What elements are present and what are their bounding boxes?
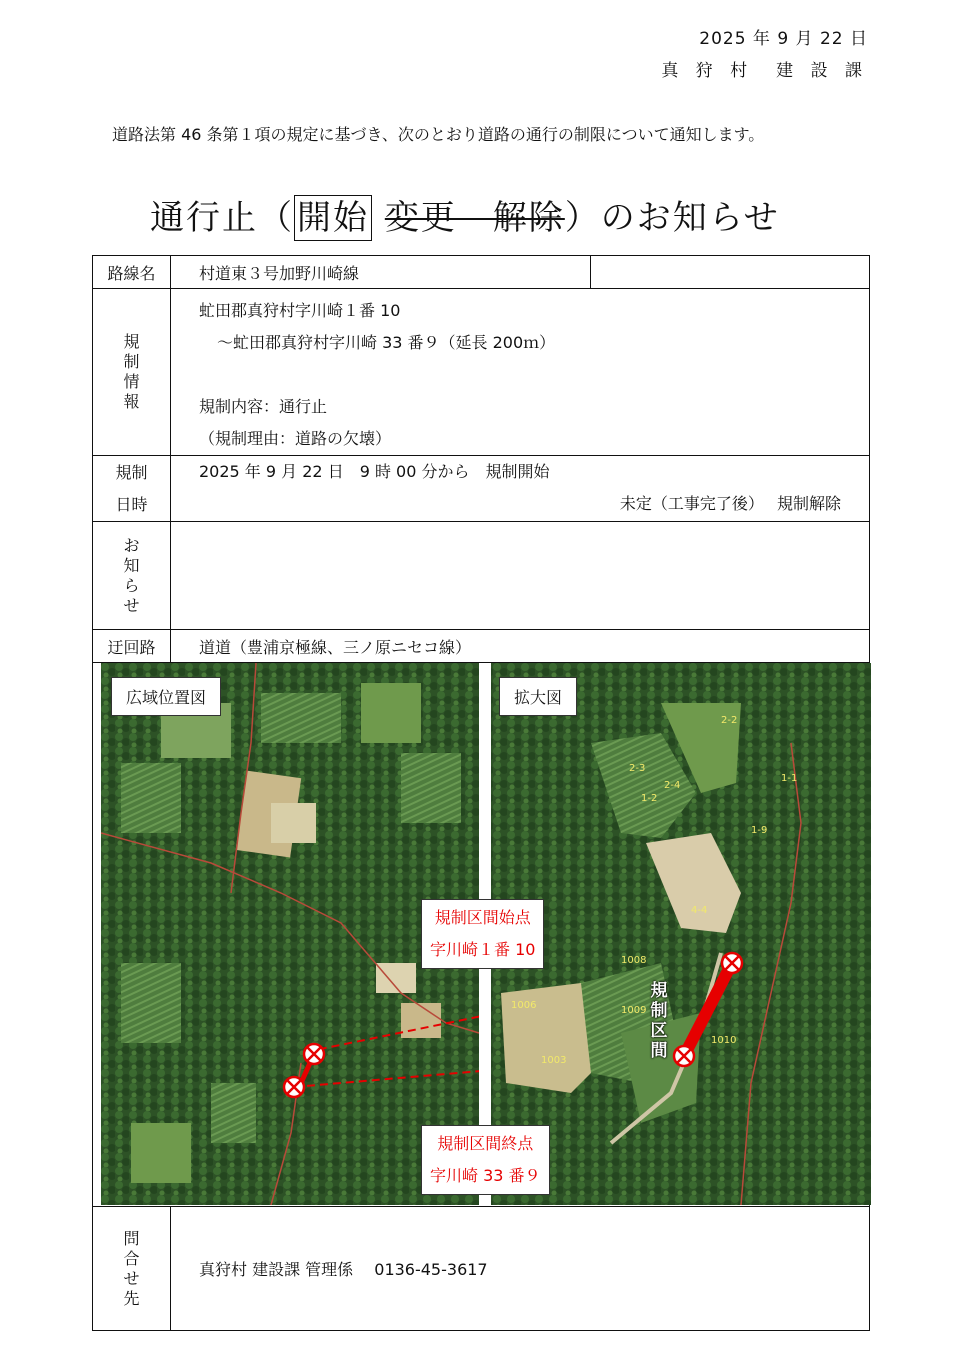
parcel-label: 1-9: [751, 825, 768, 836]
parcel-label: 1008: [621, 955, 647, 966]
title-selected-option: 開始: [294, 195, 372, 241]
route-value: 村道東３号加野川崎線: [171, 256, 591, 289]
notice-label-char: ら: [123, 575, 140, 595]
section-label-char: 規: [650, 981, 668, 1001]
info-table: [92, 255, 870, 1331]
parcel-label: 1010: [711, 1035, 737, 1046]
parcel-label: 2-4: [664, 780, 681, 791]
parcel-label: 1-1: [781, 773, 798, 784]
detour-label: 迂回路: [93, 630, 171, 663]
contact-label-char: せ: [123, 1268, 140, 1288]
end-point-address: 字川崎 33 番９: [430, 1166, 541, 1185]
zoom-start-marker: [722, 953, 742, 973]
regulation-label-char: 情: [123, 372, 140, 391]
regulation-label: [93, 289, 171, 456]
schedule-label-line2: 日時: [115, 494, 148, 514]
regulation-reason: （規制理由：道路の欠壊）: [199, 429, 392, 448]
issuing-department: 真 狩 村 建 設 課: [661, 61, 868, 81]
regulation-label-char: 制: [123, 352, 140, 371]
zoom-map: [491, 663, 871, 1205]
parcel-label: 2-3: [629, 763, 646, 774]
title-struck-options: 変更 解除: [384, 198, 565, 238]
start-point-address: 字川崎１番 10: [430, 940, 536, 959]
end-point-title: 規制区間終点: [437, 1134, 534, 1153]
parcel-label: 1006: [511, 1000, 537, 1011]
regulation-label-char: 規: [123, 332, 140, 351]
regulation-to: ～虻田郡真狩村字川崎 33 番９（延長 200ｍ）: [217, 333, 556, 352]
regulation-content: 規制内容：通行止: [199, 397, 328, 416]
issue-date: 2025 年 9 月 22 日: [699, 29, 868, 49]
title-suffix: ）のお知らせ: [564, 198, 780, 238]
section-label-char: 区: [650, 1021, 668, 1041]
contact-label-vertical: [122, 1229, 142, 1309]
notice-label-vertical: [122, 536, 142, 616]
route-extra-cell: [591, 256, 870, 289]
schedule-info: [171, 456, 870, 522]
contact-label: [93, 1207, 171, 1331]
schedule-label-line1: 規制: [115, 462, 148, 482]
notice-label-char: せ: [123, 595, 140, 615]
schedule-start: 2025 年 9 月 22 日 9 時 00 分から 規制開始: [199, 462, 550, 481]
section-label-char: 間: [650, 1041, 668, 1061]
route-label: 路線名: [93, 256, 171, 289]
contact-label-char: 合: [123, 1248, 140, 1268]
notice-text: 道路法第 46 条第１項の規定に基づき、次のとおり道路の通行の制限について通知します。: [112, 125, 765, 144]
zoom-map-label: 拡大図: [499, 677, 577, 716]
contact-value: 真狩村 建設課 管理係 0136-45-3617: [171, 1207, 870, 1331]
detour-value: 道道（豊浦京極線、三ノ原ニセコ線）: [171, 630, 870, 663]
notice-label-char: 知: [123, 555, 140, 575]
page-title: [150, 190, 780, 239]
wide-end-marker: [284, 1077, 304, 1097]
contact-label-char: 先: [123, 1288, 140, 1308]
start-point-title: 規制区間始点: [434, 908, 531, 927]
regulation-section-label: [649, 981, 669, 1061]
start-point-callout: [421, 899, 544, 969]
schedule-end: 未定（工事完了後） 規制解除: [619, 494, 841, 513]
zoom-end-marker: [674, 1046, 694, 1066]
schedule-label: [93, 456, 171, 522]
map-cell: [93, 663, 870, 1207]
contact-label-char: 問: [123, 1228, 140, 1248]
map-area: [101, 663, 871, 1205]
parcel-label: 1003: [541, 1055, 567, 1066]
parcel-label: 1009: [621, 1005, 647, 1016]
wide-start-marker: [304, 1044, 324, 1064]
regulation-label-vertical: [122, 332, 142, 412]
end-point-callout: [421, 1125, 550, 1195]
notice-value: [171, 522, 870, 630]
regulation-label-char: 報: [123, 392, 140, 411]
regulation-info: [171, 289, 870, 456]
parcel-label: 4-4: [691, 905, 708, 916]
notice-label: [93, 522, 171, 630]
regulation-from: 虻田郡真狩村字川崎１番 10: [199, 301, 401, 320]
notice-label-char: お: [123, 535, 140, 555]
section-label-char: 制: [650, 1001, 668, 1021]
parcel-label: 1-2: [641, 793, 658, 804]
parcel-label: 2-2: [721, 715, 738, 726]
title-prefix: 通行止（: [150, 198, 294, 238]
wide-map-label: 広域位置図: [111, 677, 221, 716]
